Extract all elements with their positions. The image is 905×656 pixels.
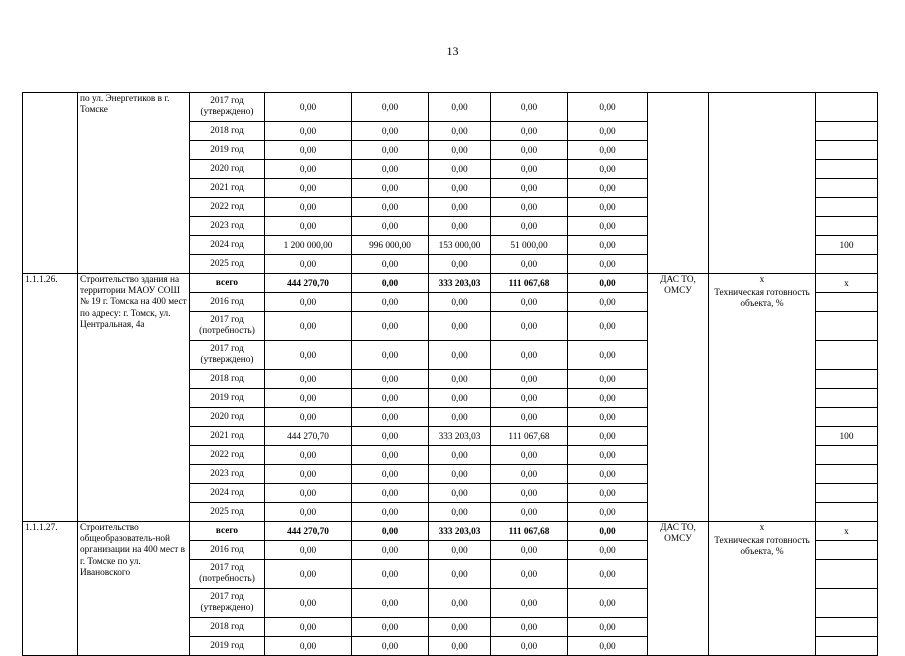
amount-cell: 0,00 (568, 122, 648, 141)
amount-cell: 0,00 (265, 160, 352, 179)
amount-cell: 0,00 (429, 141, 491, 160)
item-name: Строительство здания на территории МАОУ СОШ № 19 г. Томска на 400 мест по адресу: г. Томск, ул. Центральная, 4а (78, 274, 190, 522)
amount-cell: 0,00 (429, 93, 491, 122)
amount-cell: 0,00 (491, 637, 568, 656)
amount-cell: 0,00 (568, 484, 648, 503)
amount-cell: 0,00 (568, 389, 648, 408)
amount-cell: 0,00 (491, 293, 568, 312)
amount-cell: 0,00 (352, 160, 429, 179)
page-number: 13 (446, 44, 459, 58)
indicator-cell (709, 274, 816, 522)
amount-cell: 0,00 (265, 179, 352, 198)
amount-cell: 0,00 (429, 408, 491, 427)
amount-cell: 333 203,03 (429, 522, 491, 541)
amount-cell: 0,00 (265, 541, 352, 560)
amount-cell: 0,00 (429, 312, 491, 341)
amount-cell: 0,00 (491, 560, 568, 589)
amount-cell: 0,00 (568, 560, 648, 589)
amount-cell: 0,00 (429, 370, 491, 389)
amount-cell: 0,00 (568, 341, 648, 370)
amount-cell: 0,00 (491, 255, 568, 274)
indicator-marker: x (759, 275, 765, 285)
amount-cell: 1 200 000,00 (265, 236, 352, 255)
amount-cell: 0,00 (429, 389, 491, 408)
target-value (816, 637, 878, 656)
amount-cell: 0,00 (568, 293, 648, 312)
target-value (816, 446, 878, 465)
amount-cell: 0,00 (429, 122, 491, 141)
amount-cell: 0,00 (352, 484, 429, 503)
responsible-org: ДАС ТО, ОМСУ (648, 522, 709, 656)
amount-cell: 0,00 (265, 503, 352, 522)
amount-cell: 0,00 (352, 560, 429, 589)
indicator-name: Техническая готовность объекта, % (714, 536, 810, 558)
amount-cell: 0,00 (491, 341, 568, 370)
amount-cell: 0,00 (352, 522, 429, 541)
period-label: 2025 год (190, 503, 265, 522)
target-value (816, 503, 878, 522)
indicator-cell (709, 93, 816, 274)
target-value (816, 293, 878, 312)
amount-cell: 0,00 (352, 274, 429, 293)
amount-cell: 0,00 (352, 446, 429, 465)
period-label: 2016 год (190, 293, 265, 312)
period-label: 2021 год (190, 179, 265, 198)
amount-cell: 0,00 (568, 179, 648, 198)
amount-cell: 333 203,03 (429, 427, 491, 446)
period-label: 2025 год (190, 255, 265, 274)
amount-cell: 0,00 (429, 484, 491, 503)
amount-cell: 111 067,68 (491, 522, 568, 541)
period-label: 2021 год (190, 427, 265, 446)
amount-cell: 0,00 (491, 446, 568, 465)
amount-cell: 0,00 (568, 274, 648, 293)
target-value (816, 141, 878, 160)
amount-cell: 0,00 (265, 446, 352, 465)
target-value (816, 618, 878, 637)
target-value (816, 560, 878, 589)
item-code (23, 93, 78, 274)
period-label: 2017 год (утверждено) (190, 589, 265, 618)
period-label: 2023 год (190, 465, 265, 484)
amount-cell: 0,00 (568, 427, 648, 446)
amount-cell: 0,00 (352, 427, 429, 446)
amount-cell: 0,00 (265, 217, 352, 236)
period-label: 2016 год (190, 541, 265, 560)
amount-cell: 0,00 (429, 589, 491, 618)
indicator-cell (709, 522, 816, 656)
amount-cell: 0,00 (491, 618, 568, 637)
amount-cell: 0,00 (491, 503, 568, 522)
amount-cell: 0,00 (429, 465, 491, 484)
amount-cell: 0,00 (265, 465, 352, 484)
amount-cell: 111 067,68 (491, 274, 568, 293)
target-value: 100 (816, 427, 878, 446)
amount-cell: 0,00 (265, 408, 352, 427)
amount-cell: 0,00 (429, 541, 491, 560)
table-row (23, 93, 878, 122)
amount-cell: 0,00 (352, 465, 429, 484)
table-row (23, 274, 878, 293)
period-label: 2019 год (190, 389, 265, 408)
amount-cell: 0,00 (429, 160, 491, 179)
amount-cell: 0,00 (491, 408, 568, 427)
amount-cell: 0,00 (491, 370, 568, 389)
item-code: 1.1.1.27. (23, 522, 78, 656)
indicator-name: Техническая готовность объекта, % (714, 288, 810, 310)
amount-cell: 0,00 (429, 618, 491, 637)
amount-cell: 0,00 (265, 637, 352, 656)
target-value (816, 341, 878, 370)
amount-cell: 0,00 (568, 522, 648, 541)
amount-cell: 0,00 (352, 198, 429, 217)
amount-cell: 0,00 (568, 93, 648, 122)
amount-cell: 0,00 (265, 293, 352, 312)
amount-cell: 0,00 (491, 198, 568, 217)
amount-cell: 0,00 (265, 198, 352, 217)
target-value (816, 217, 878, 236)
amount-cell: 0,00 (568, 141, 648, 160)
amount-cell: 0,00 (491, 179, 568, 198)
period-label: 2017 год (утверждено) (190, 93, 265, 122)
period-label: 2020 год (190, 160, 265, 179)
period-label: 2019 год (190, 141, 265, 160)
amount-cell: 0,00 (265, 255, 352, 274)
amount-cell: 333 203,03 (429, 274, 491, 293)
target-value (816, 179, 878, 198)
target-value (816, 541, 878, 560)
period-label: 2018 год (190, 122, 265, 141)
amount-cell: 0,00 (352, 637, 429, 656)
amount-cell: 0,00 (265, 618, 352, 637)
amount-cell: 0,00 (352, 341, 429, 370)
amount-cell: 0,00 (352, 141, 429, 160)
amount-cell: 0,00 (429, 293, 491, 312)
amount-cell: 0,00 (568, 160, 648, 179)
amount-cell: 51 000,00 (491, 236, 568, 255)
amount-cell: 0,00 (429, 179, 491, 198)
period-label: 2018 год (190, 370, 265, 389)
amount-cell: 444 270,70 (265, 274, 352, 293)
amount-cell: 0,00 (568, 236, 648, 255)
amount-cell: 153 000,00 (429, 236, 491, 255)
amount-cell: 0,00 (491, 141, 568, 160)
amount-cell: 0,00 (352, 93, 429, 122)
amount-cell: 0,00 (568, 618, 648, 637)
amount-cell: 0,00 (568, 198, 648, 217)
amount-cell: 0,00 (429, 446, 491, 465)
indicator-marker: x (759, 523, 765, 533)
amount-cell: 0,00 (491, 217, 568, 236)
period-label: 2022 год (190, 446, 265, 465)
target-value (816, 370, 878, 389)
target-value (816, 122, 878, 141)
amount-cell: 0,00 (429, 560, 491, 589)
amount-cell: 0,00 (429, 637, 491, 656)
amount-cell: 0,00 (352, 312, 429, 341)
target-value: 100 (816, 236, 878, 255)
responsible-org (648, 93, 709, 274)
amount-cell: 0,00 (265, 560, 352, 589)
amount-cell: 0,00 (265, 141, 352, 160)
period-label: 2017 год (утверждено) (190, 341, 265, 370)
amount-cell: 0,00 (568, 370, 648, 389)
amount-cell: 0,00 (265, 122, 352, 141)
amount-cell: 0,00 (429, 503, 491, 522)
amount-cell: 0,00 (265, 93, 352, 122)
amount-cell: 0,00 (352, 217, 429, 236)
amount-cell: 0,00 (352, 370, 429, 389)
amount-cell: 0,00 (568, 255, 648, 274)
amount-cell: 0,00 (491, 389, 568, 408)
period-label: 2017 год (потребность) (190, 312, 265, 341)
target-value: x (816, 274, 878, 293)
period-label: 2023 год (190, 217, 265, 236)
target-value (816, 484, 878, 503)
amount-cell: 0,00 (352, 408, 429, 427)
amount-cell: 0,00 (352, 255, 429, 274)
amount-cell: 0,00 (568, 465, 648, 484)
amount-cell: 0,00 (491, 589, 568, 618)
amount-cell: 444 270,70 (265, 522, 352, 541)
amount-cell: 0,00 (491, 312, 568, 341)
amount-cell: 0,00 (568, 408, 648, 427)
amount-cell: 0,00 (491, 541, 568, 560)
amount-cell: 0,00 (491, 465, 568, 484)
amount-cell: 0,00 (429, 198, 491, 217)
item-name: по ул. Энергетиков в г. Томске (78, 93, 190, 274)
item-code: 1.1.1.26. (23, 274, 78, 522)
period-label: 2019 год (190, 637, 265, 656)
target-value: x (816, 522, 878, 541)
amount-cell: 0,00 (568, 637, 648, 656)
target-value (816, 160, 878, 179)
target-value (816, 198, 878, 217)
amount-cell: 0,00 (352, 503, 429, 522)
amount-cell: 0,00 (491, 484, 568, 503)
table-row (23, 522, 878, 541)
amount-cell: 0,00 (568, 312, 648, 341)
budget-table (22, 92, 878, 656)
amount-cell: 0,00 (352, 589, 429, 618)
amount-cell: 0,00 (265, 484, 352, 503)
amount-cell: 0,00 (491, 160, 568, 179)
target-value (816, 312, 878, 341)
amount-cell: 0,00 (352, 618, 429, 637)
amount-cell: 111 067,68 (491, 427, 568, 446)
amount-cell: 0,00 (568, 503, 648, 522)
amount-cell: 0,00 (568, 589, 648, 618)
amount-cell: 0,00 (265, 370, 352, 389)
amount-cell: 0,00 (352, 122, 429, 141)
amount-cell: 0,00 (568, 446, 648, 465)
amount-cell: 0,00 (568, 217, 648, 236)
amount-cell: 0,00 (352, 179, 429, 198)
target-value (816, 389, 878, 408)
amount-cell: 0,00 (568, 541, 648, 560)
amount-cell: 0,00 (265, 389, 352, 408)
amount-cell: 0,00 (265, 312, 352, 341)
amount-cell: 0,00 (352, 389, 429, 408)
amount-cell: 0,00 (352, 293, 429, 312)
period-label: 2022 год (190, 198, 265, 217)
responsible-org: ДАС ТО, ОМСУ (648, 274, 709, 522)
target-value (816, 589, 878, 618)
amount-cell: 444 270,70 (265, 427, 352, 446)
target-value (816, 408, 878, 427)
amount-cell: 0,00 (491, 122, 568, 141)
target-value (816, 465, 878, 484)
amount-cell: 0,00 (352, 541, 429, 560)
amount-cell: 0,00 (429, 255, 491, 274)
amount-cell: 0,00 (429, 217, 491, 236)
amount-cell: 996 000,00 (352, 236, 429, 255)
period-label: 2017 год (потребность) (190, 560, 265, 589)
amount-cell: 0,00 (265, 341, 352, 370)
period-label: 2024 год (190, 236, 265, 255)
amount-cell: 0,00 (265, 589, 352, 618)
period-label: 2018 год (190, 618, 265, 637)
period-label: всего (190, 522, 265, 541)
amount-cell: 0,00 (491, 93, 568, 122)
item-name: Строительство общеобразователь-ной организации на 400 мест в г. Томске по ул. Ивановского (78, 522, 190, 656)
period-label: 2024 год (190, 484, 265, 503)
period-label: 2020 год (190, 408, 265, 427)
amount-cell: 0,00 (429, 341, 491, 370)
target-value (816, 93, 878, 122)
target-value (816, 255, 878, 274)
period-label: всего (190, 274, 265, 293)
